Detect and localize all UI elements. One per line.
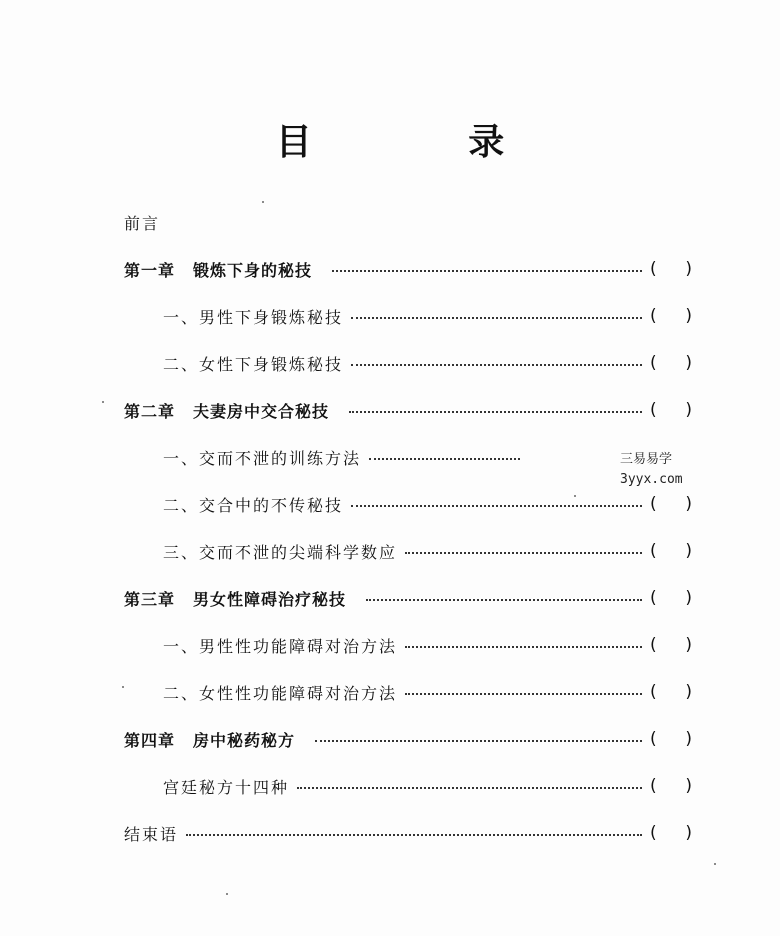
toc-entry-title: 一、男性下身锻炼秘技 (163, 307, 344, 327)
toc-row (163, 773, 692, 799)
dot-leader (405, 552, 642, 554)
page-number-placeholder (650, 729, 692, 749)
toc-entry-title: 结束语 (124, 824, 179, 844)
toc-entry-title: 前言 (124, 213, 161, 233)
watermark-line-1: 三易易学 (620, 452, 673, 467)
toc-entry-title: 一、交而不泄的训练方法 (163, 448, 362, 468)
paren-open: ( (650, 353, 657, 373)
toc-entry-title: 锻炼下身的秘技 (193, 260, 313, 280)
toc-entry-title: 夫妻房中交合秘技 (193, 401, 330, 421)
toc-row (163, 444, 528, 470)
dot-leader (366, 599, 642, 601)
paren-open: ( (650, 635, 657, 655)
toc-chapter-row (124, 726, 692, 752)
toc-entry-title: 二、女性性功能障碍对治方法 (163, 683, 398, 703)
toc-chapter-row (124, 256, 692, 282)
page-number-placeholder (650, 823, 692, 843)
page-number-placeholder (650, 682, 692, 702)
paren-open: ( (650, 729, 657, 749)
dot-leader (351, 505, 642, 507)
paren-close: ) (685, 259, 692, 279)
toc-chapter-number: 第二章 (124, 401, 176, 421)
scan-speck (574, 495, 576, 497)
paren-open: ( (650, 400, 657, 420)
page-number-placeholder (650, 400, 692, 420)
toc-row (163, 303, 692, 329)
page-number-placeholder (650, 541, 692, 561)
dot-leader (315, 740, 642, 742)
paren-close: ) (685, 494, 692, 514)
paren-close: ) (685, 635, 692, 655)
paren-open: ( (650, 306, 657, 326)
toc-row (163, 679, 692, 705)
toc-entry-title: 三、交而不泄的尖端科学数应 (163, 542, 398, 562)
scan-speck (226, 893, 228, 895)
page-number-placeholder (650, 776, 692, 796)
dot-leader (405, 646, 642, 648)
toc-row (163, 491, 692, 517)
paren-close: ) (685, 729, 692, 749)
dot-leader (297, 787, 642, 789)
dot-leader (369, 458, 520, 460)
dot-leader (349, 411, 642, 413)
toc-chapter-row (124, 585, 692, 611)
dot-leader (332, 270, 642, 272)
scan-speck (102, 401, 104, 403)
paren-open: ( (650, 823, 657, 843)
toc-chapter-row (124, 397, 692, 423)
scan-speck (262, 201, 264, 203)
dot-leader (186, 834, 642, 836)
toc-row (124, 820, 692, 846)
dot-leader (351, 364, 642, 366)
toc-row (163, 632, 692, 658)
paren-open: ( (650, 776, 657, 796)
toc-chapter-number: 第三章 (124, 589, 176, 609)
toc-entry-title: 二、女性下身锻炼秘技 (163, 354, 344, 374)
toc-entry-title: 男女性障碍治疗秘技 (193, 589, 347, 609)
toc-row (163, 538, 692, 564)
paren-close: ) (685, 823, 692, 843)
dot-leader (405, 693, 642, 695)
page-number-placeholder (650, 635, 692, 655)
paren-open: ( (650, 541, 657, 561)
toc-row (124, 209, 692, 235)
scan-speck (122, 686, 124, 688)
paren-open: ( (650, 259, 657, 279)
paren-close: ) (685, 776, 692, 796)
scan-speck (714, 863, 716, 865)
paren-close: ) (685, 682, 692, 702)
toc-entry-title: 宫廷秘方十四种 (163, 777, 290, 797)
paren-close: ) (685, 588, 692, 608)
paren-close: ) (685, 353, 692, 373)
paren-open: ( (650, 682, 657, 702)
page-number-placeholder (650, 306, 692, 326)
paren-close: ) (685, 306, 692, 326)
dot-leader (351, 317, 642, 319)
toc-entry-title: 二、交合中的不传秘技 (163, 495, 344, 515)
toc-chapter-number: 第四章 (124, 730, 176, 750)
toc-entry-title: 房中秘药秘方 (193, 730, 296, 750)
watermark-line-2: 3yyx.com (620, 472, 683, 487)
page-number-placeholder (650, 259, 692, 279)
toc-entry-title: 一、男性性功能障碍对治方法 (163, 636, 398, 656)
paren-open: ( (650, 494, 657, 514)
toc-chapter-number: 第一章 (124, 260, 176, 280)
toc-row (163, 350, 692, 376)
paren-close: ) (685, 400, 692, 420)
page-title: 目 录 (275, 122, 577, 163)
paren-open: ( (650, 588, 657, 608)
page-number-placeholder (650, 494, 692, 514)
page-number-placeholder (650, 588, 692, 608)
paren-close: ) (685, 541, 692, 561)
watermark (620, 450, 683, 490)
page-number-placeholder (650, 353, 692, 373)
